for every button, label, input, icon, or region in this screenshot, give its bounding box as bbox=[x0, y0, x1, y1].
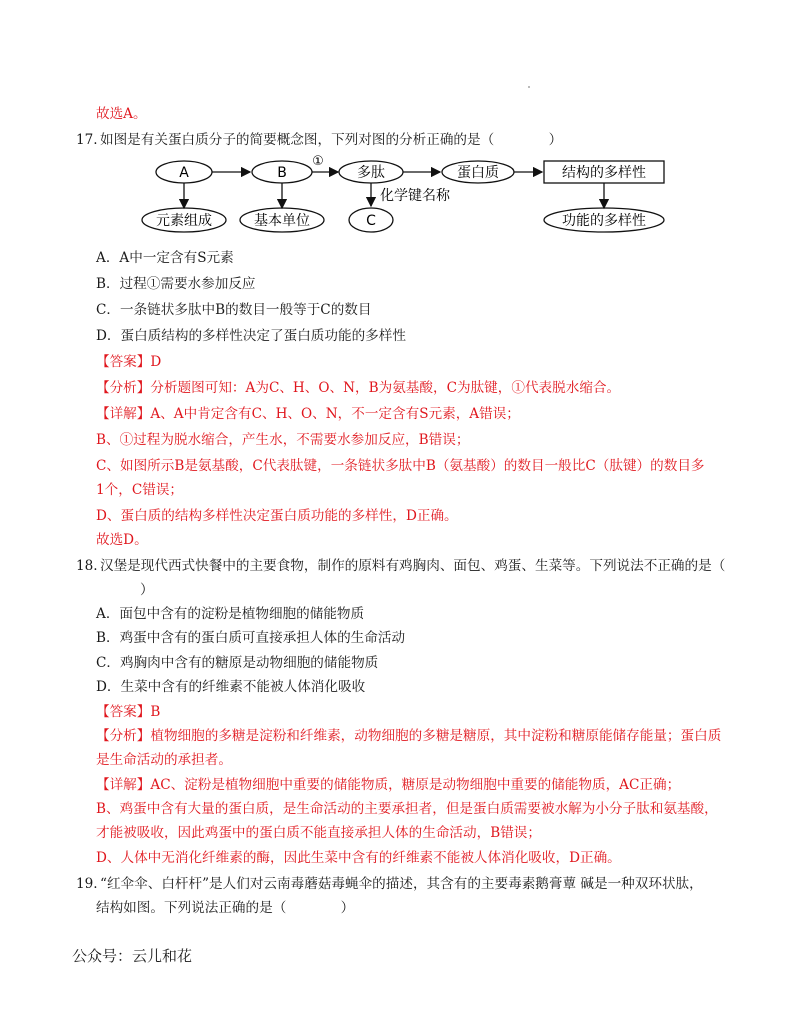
q17-number: 17. bbox=[76, 132, 98, 148]
unit-label: 基本单位 bbox=[254, 213, 310, 229]
node-a-label: A bbox=[179, 165, 189, 181]
q17-option-a: A．A中一定含有S元素 bbox=[96, 250, 234, 266]
footer-watermark: 公众号：云儿和花 bbox=[72, 947, 193, 965]
q19-stem-line2: 结构如图。下列说法正确的是（ ） bbox=[96, 900, 355, 916]
structure-label: 结构的多样性 bbox=[562, 165, 646, 181]
q18-stem-line2: ） bbox=[140, 582, 154, 598]
q18-option-d: D．生菜中含有的纤维素不能被人体消化吸收 bbox=[96, 679, 366, 695]
q17-detail-1: 【详解】A、A中肯定含有C、H、O、N，不一定含有S元素，A错误； bbox=[96, 406, 520, 422]
q18-option-c: C．鸡胸肉中含有的糖原是动物细胞的储能物质 bbox=[96, 655, 379, 671]
q18-analysis-line2: 是生命活动的承担者。 bbox=[96, 752, 232, 768]
node-b-label: B bbox=[277, 165, 287, 181]
q18-detail-4: D、人体中无消化纤维素的酶，因此生菜中含有的纤维素不能被人体消化吸收，D正确。 bbox=[96, 850, 621, 866]
q17-detail-2: B、①过程为脱水缩合，产生水，不需要水参加反应，B错误； bbox=[96, 432, 470, 448]
q17-option-d: D．蛋白质结构的多样性决定了蛋白质功能的多样性 bbox=[96, 328, 406, 344]
q17-stem: 如图是有关蛋白质分子的简要概念图，下列对图的分析正确的是（ ） bbox=[100, 132, 563, 148]
q18-detail-1: 【详解】AC、淀粉是植物细胞中重要的储能物质，糖原是动物细胞中重要的储能物质，AC正确； bbox=[96, 777, 681, 793]
q17-answer: 【答案】D bbox=[96, 354, 162, 370]
node-protein-label: 蛋白质 bbox=[457, 165, 499, 181]
q17-detail-3: C、如图所示B是氨基酸，C代表肽键，一条链状多肽中B（氨基酸）的数目一般比C（肽键）的数目多 bbox=[96, 458, 705, 474]
step1-label: ① bbox=[312, 154, 324, 169]
q18-answer: 【答案】B bbox=[96, 704, 161, 720]
q18-detail-3: 才能被吸收，因此鸡蛋中的蛋白质不能直接承担人体的生命活动，B错误； bbox=[96, 825, 541, 841]
q18-number: 18. bbox=[76, 558, 98, 574]
node-polypeptide-label: 多肽 bbox=[357, 165, 385, 181]
q18-stem-line1: 汉堡是现代西式快餐中的主要食物，制作的原料有鸡胸肉、面包、鸡蛋、生菜等。下列说法不正确的是（ bbox=[100, 558, 726, 574]
q17-analysis: 【分析】分析题图可知：A为C、H、O、N，B为氨基酸，C为肽键，①代表脱水缩合。 bbox=[96, 380, 621, 396]
bond-name-label: 化学键名称 bbox=[380, 188, 450, 204]
q18-option-b: B．鸡蛋中含有的蛋白质可直接承担人体的生命活动 bbox=[96, 630, 406, 646]
q17-detail-5: D、蛋白质的结构多样性决定蛋白质功能的多样性，D正确。 bbox=[96, 508, 458, 524]
q17-conclusion: 故选D。 bbox=[96, 532, 148, 548]
q18-detail-2: B、鸡蛋中含有大量的蛋白质，是生命活动的主要承担者，但是蛋白质需要被水解为小分子肽和氨基酸， bbox=[96, 801, 718, 817]
function-label: 功能的多样性 bbox=[562, 213, 646, 229]
q19-number: 19. bbox=[76, 876, 98, 892]
scan-dot bbox=[528, 86, 530, 88]
node-c-label: C bbox=[366, 213, 376, 229]
protein-concept-diagram bbox=[128, 150, 688, 244]
q18-analysis-line1: 【分析】植物细胞的多糖是淀粉和纤维素，动物细胞的多糖是糖原，其中淀粉和糖原能储存能量；蛋白质 bbox=[96, 728, 722, 744]
element-label: 元素组成 bbox=[156, 213, 212, 229]
prev-conclusion: 故选A。 bbox=[96, 106, 147, 122]
q17-option-c: C．一条链状多肽中B的数目一般等于C的数目 bbox=[96, 302, 372, 318]
q19-stem-line1: “红伞伞、白杆杆”是人们对云南毒蘑菇毒蝇伞的描述，其含有的主要毒素鹅膏蕈 碱是一种双环状肽， bbox=[100, 876, 703, 892]
q18-option-a: A．面包中含有的淀粉是植物细胞的储能物质 bbox=[96, 606, 365, 622]
q17-option-b: B．过程①需要水参加反应 bbox=[96, 276, 256, 292]
q17-detail-4: 1个，C错误； bbox=[96, 482, 184, 498]
